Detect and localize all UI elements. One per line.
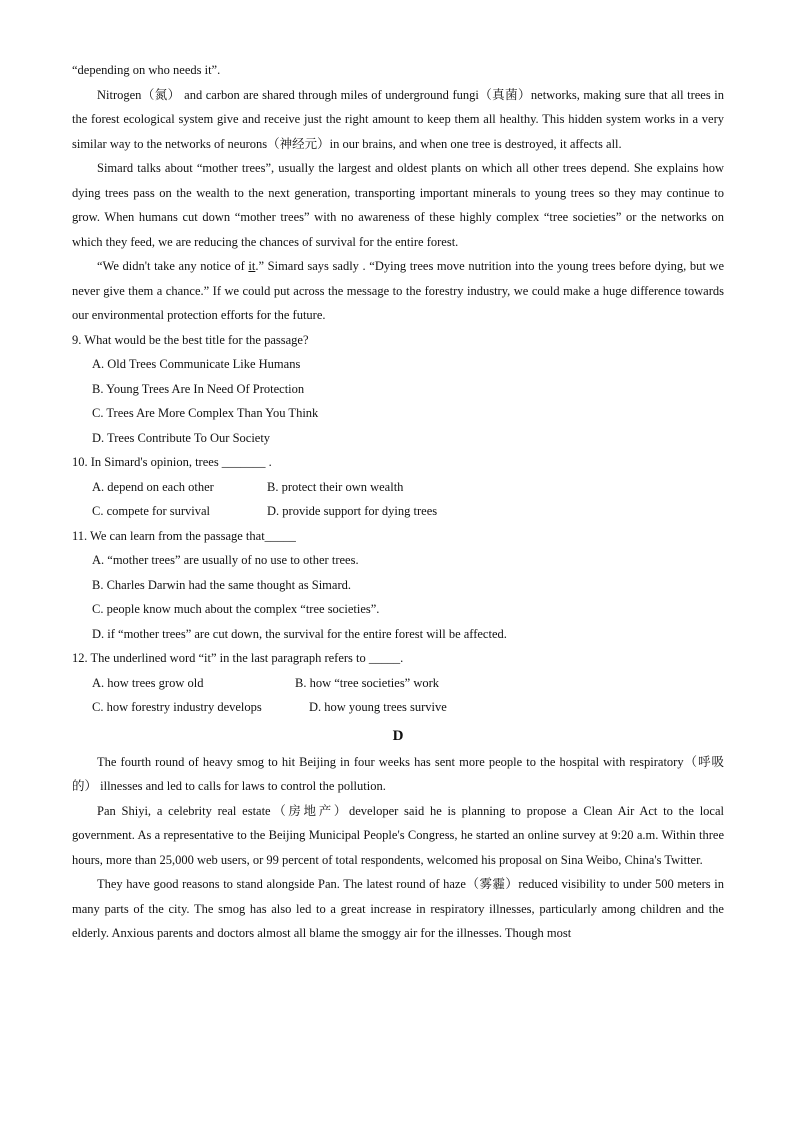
option: B. Charles Darwin had the same thought as Simard. [92, 577, 351, 592]
option: D. provide support for dying trees [267, 504, 438, 518]
option: A. Old Trees Communicate Like Humans [92, 357, 301, 371]
option: D. how young trees survive [309, 700, 447, 714]
option: A. how trees grow old [92, 675, 204, 690]
paragraph: They have good reasons to stand alongside Pan. The latest round of haze（雾霾）reduced visibility to under 500 meters in many parts of the city. The smog has also led to a great increase in respiratory illnesses, particularly among children and the elderly. Anxious parents and doctors almost all blame the smoggy air for the illnesses. Though most [72, 877, 724, 940]
option: C. how forestry industry develops [92, 700, 262, 714]
option: B. Young Trees Are In Need Of Protection [92, 381, 305, 396]
option-row [72, 671, 724, 696]
option: C. compete for survival [92, 504, 211, 518]
paragraph: Nitrogen（氮） and carbon are shared through miles of underground fungi（真菌）networks, making sure that all trees in the forest ecological system give and receive just the right amount to keep them all healthy. This hidden system works in a very similar way to the networks of neurons（神经元）in our brains, and when one tree is destroyed, it affects all. [72, 87, 724, 151]
question-stem: 10. In Simard's opinion, trees _______ . [72, 455, 272, 469]
question-stem: 11. We can learn from the passage that_____ [72, 528, 296, 543]
option: C. people know much about the complex “tree societies”. [92, 602, 380, 616]
paragraph [72, 254, 724, 328]
option: C. Trees Are More Complex Than You Think [92, 406, 319, 420]
option: D. if “mother trees” are cut down, the survival for the entire forest will be affected. [92, 626, 507, 641]
option: A. depend on each other [92, 479, 214, 494]
document-page [72, 58, 724, 946]
option-row [72, 499, 724, 524]
option-row [72, 695, 724, 720]
option: B. how “tree societies” work [295, 675, 440, 690]
option: B. protect their own wealth [267, 479, 404, 494]
paragraph: The fourth round of heavy smog to hit Beijing in four weeks has sent more people to the hospital with respiratory（呼吸的） illnesses and led to calls for laws to control the pollution. [72, 754, 724, 793]
option-row [72, 475, 724, 500]
option: D. Trees Contribute To Our Society [92, 430, 271, 445]
question-stem: 9. What would be the best title for the passage? [72, 332, 309, 347]
paragraph: Pan Shiyi, a celebrity real estate（房地产）developer said he is planning to propose a Clean Air Act to the local government. As a representative to the Beijing Municipal People's Congress, he started an online survey at 9:20 a.m. Within three hours, more than 25,000 web users, or 99 percent of total respondents, welcomed his proposal on Sina Weibo, China's Twitter. [72, 803, 724, 867]
paragraph: “depending on who needs it”. [72, 63, 221, 77]
paragraph-text: “We didn't take any notice of [97, 259, 249, 273]
option: A. “mother trees” are usually of no use to other trees. [92, 553, 359, 567]
question-stem: 12. The underlined word “it” in the last paragraph refers to _____. [72, 651, 404, 665]
paragraph-text: .” Simard says sadly . “Dying trees move nutrition into the young trees before dying, but we never give them a chance.” If we could put across the message to the forestry industry, we could make a huge difference towards our environmental protection efforts for the future. [72, 259, 724, 322]
underlined-word: it [248, 259, 256, 273]
section-heading: D [392, 727, 404, 744]
paragraph: Simard talks about “mother trees”, usually the largest and oldest plants on which all other trees depend. She explains how dying trees pass on the wealth to the next generation, transporting important minerals to young trees so they may continue to grow. When humans cut down “mother trees” with no awareness of these highly complex “tree societies” or the networks on which they feed, we are reducing the chances of survival for the entire forest. [72, 161, 724, 249]
